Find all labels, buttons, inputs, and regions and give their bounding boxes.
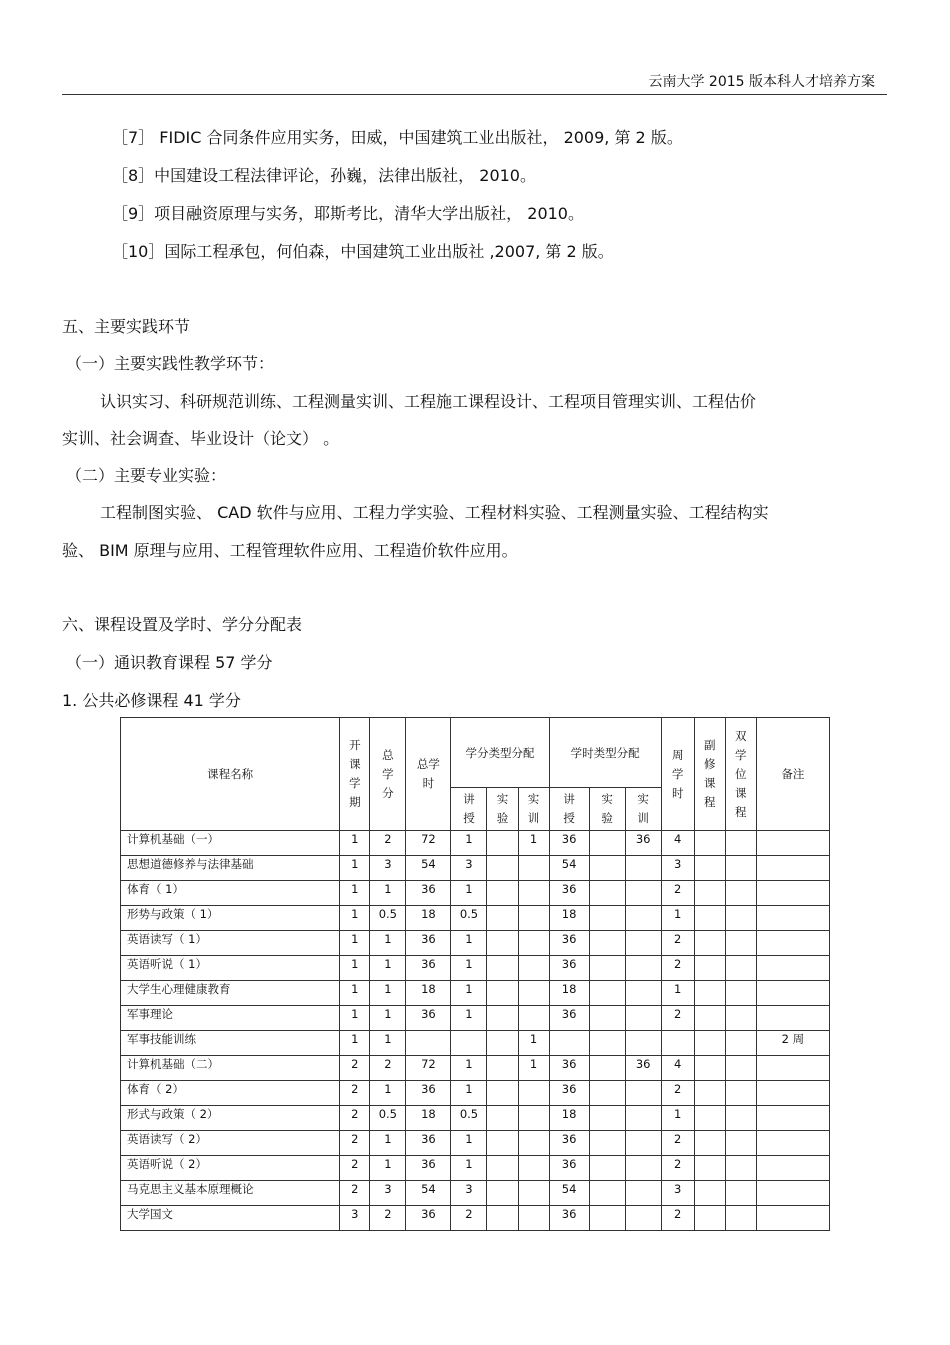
cell-credit-training <box>518 981 549 1006</box>
reference-10: ［10］国际工程承包，何伯森，中国建筑工业出版社 ,2007, 第 2 版。 <box>112 242 614 261</box>
cell-total-credits: 2 <box>370 1056 406 1081</box>
header-credit-type: 学分类型分配 <box>451 718 549 788</box>
cell-total-hours: 36 <box>406 956 451 981</box>
cell-hour-training: 36 <box>625 831 661 856</box>
cell-double-degree <box>725 1131 756 1156</box>
cell-semester: 1 <box>340 1006 370 1031</box>
header-course-name: 课程名称 <box>121 718 340 831</box>
cell-course-name: 形式与政策（ 2） <box>121 1106 340 1131</box>
cell-credit-experiment <box>487 1031 518 1056</box>
cell-remarks <box>756 906 829 931</box>
cell-course-name: 英语读写（ 1） <box>121 931 340 956</box>
cell-hour-experiment <box>589 931 625 956</box>
cell-course-name: 英语读写（ 2） <box>121 1131 340 1156</box>
header-remarks: 备注 <box>756 718 829 831</box>
cell-semester: 2 <box>340 1131 370 1156</box>
cell-remarks <box>756 1181 829 1206</box>
table-row <box>121 981 830 1006</box>
cell-hour-training <box>625 906 661 931</box>
cell-course-name: 形势与政策（ 1） <box>121 906 340 931</box>
cell-weekly-hours: 2 <box>661 1006 694 1031</box>
cell-hour-lecture: 36 <box>549 1131 589 1156</box>
cell-total-hours: 72 <box>406 1056 451 1081</box>
cell-credit-training <box>518 1106 549 1131</box>
table-row <box>121 1181 830 1206</box>
cell-minor <box>694 1131 725 1156</box>
cell-weekly-hours: 1 <box>661 1106 694 1131</box>
cell-total-credits: 1 <box>370 881 406 906</box>
cell-hour-lecture: 54 <box>549 1181 589 1206</box>
cell-credit-experiment <box>487 881 518 906</box>
cell-hour-experiment <box>589 1031 625 1056</box>
cell-course-name: 大学生心理健康教育 <box>121 981 340 1006</box>
cell-credit-experiment <box>487 906 518 931</box>
cell-semester: 1 <box>340 906 370 931</box>
header-text: 云南大学 2015 版本科人才培养方案 <box>648 74 875 90</box>
cell-remarks <box>756 856 829 881</box>
cell-credit-lecture: 1 <box>451 1081 487 1106</box>
section5-para2-line2: 验、 BIM 原理与应用、工程管理软件应用、工程造价软件应用。 <box>62 541 518 560</box>
cell-remarks <box>756 881 829 906</box>
cell-total-hours: 54 <box>406 1181 451 1206</box>
table-row <box>121 1056 830 1081</box>
cell-hour-training <box>625 1006 661 1031</box>
table-row <box>121 1006 830 1031</box>
cell-remarks <box>756 1156 829 1181</box>
cell-credit-training <box>518 1081 549 1106</box>
cell-minor <box>694 1031 725 1056</box>
cell-total-credits: 1 <box>370 931 406 956</box>
table-row <box>121 1156 830 1181</box>
cell-credit-lecture: 1 <box>451 831 487 856</box>
cell-hour-experiment <box>589 981 625 1006</box>
cell-minor <box>694 931 725 956</box>
cell-hour-experiment <box>589 881 625 906</box>
cell-credit-lecture: 1 <box>451 956 487 981</box>
cell-weekly-hours: 2 <box>661 881 694 906</box>
cell-credit-lecture: 1 <box>451 1056 487 1081</box>
cell-hour-experiment <box>589 1106 625 1131</box>
cell-minor <box>694 1206 725 1231</box>
cell-hour-experiment <box>589 1081 625 1106</box>
cell-credit-lecture: 1 <box>451 881 487 906</box>
cell-credit-experiment <box>487 1156 518 1181</box>
cell-hour-experiment <box>589 1181 625 1206</box>
course-table <box>120 717 830 1231</box>
table-row <box>121 1081 830 1106</box>
cell-credit-experiment <box>487 856 518 881</box>
cell-remarks: 2 周 <box>756 1031 829 1056</box>
cell-course-name: 思想道德修养与法律基础 <box>121 856 340 881</box>
cell-double-degree <box>725 981 756 1006</box>
cell-weekly-hours <box>661 1031 694 1056</box>
cell-remarks <box>756 1056 829 1081</box>
cell-credit-lecture: 0.5 <box>451 906 487 931</box>
cell-hour-training <box>625 1131 661 1156</box>
cell-weekly-hours: 2 <box>661 1081 694 1106</box>
cell-remarks <box>756 1206 829 1231</box>
cell-hour-lecture: 36 <box>549 831 589 856</box>
cell-remarks <box>756 1081 829 1106</box>
cell-hour-lecture: 18 <box>549 1106 589 1131</box>
cell-double-degree <box>725 1056 756 1081</box>
cell-weekly-hours: 4 <box>661 831 694 856</box>
cell-course-name: 军事技能训练 <box>121 1031 340 1056</box>
cell-weekly-hours: 3 <box>661 856 694 881</box>
cell-hour-lecture: 54 <box>549 856 589 881</box>
cell-credit-training <box>518 1206 549 1231</box>
cell-total-hours: 54 <box>406 856 451 881</box>
cell-double-degree <box>725 831 756 856</box>
cell-credit-experiment <box>487 981 518 1006</box>
cell-weekly-hours: 4 <box>661 1056 694 1081</box>
cell-total-hours: 18 <box>406 981 451 1006</box>
cell-hour-lecture: 36 <box>549 1206 589 1231</box>
header-weekly: 周学时 <box>661 718 694 831</box>
cell-credit-experiment <box>487 931 518 956</box>
cell-credit-experiment <box>487 956 518 981</box>
table-row <box>121 931 830 956</box>
cell-total-credits: 1 <box>370 1131 406 1156</box>
cell-total-hours: 18 <box>406 1106 451 1131</box>
cell-hour-lecture: 18 <box>549 906 589 931</box>
cell-total-hours: 72 <box>406 831 451 856</box>
header-credit-training: 实训 <box>518 788 549 831</box>
page-header <box>62 68 887 95</box>
cell-course-name: 英语听说（ 1） <box>121 956 340 981</box>
cell-double-degree <box>725 856 756 881</box>
cell-course-name: 大学国文 <box>121 1206 340 1231</box>
cell-course-name: 计算机基础（一） <box>121 831 340 856</box>
cell-total-credits: 1 <box>370 1031 406 1056</box>
reference-9: ［9］项目融资原理与实务，耶斯考比，清华大学出版社， 2010。 <box>112 204 584 223</box>
cell-course-name: 计算机基础（二） <box>121 1056 340 1081</box>
header-minor: 副修课程 <box>694 718 725 831</box>
cell-semester: 1 <box>340 1031 370 1056</box>
cell-semester: 1 <box>340 856 370 881</box>
cell-semester: 3 <box>340 1206 370 1231</box>
cell-course-name: 军事理论 <box>121 1006 340 1031</box>
cell-credit-lecture: 0.5 <box>451 1106 487 1131</box>
cell-hour-experiment <box>589 956 625 981</box>
cell-credit-training <box>518 856 549 881</box>
cell-hour-lecture: 18 <box>549 981 589 1006</box>
cell-hour-training <box>625 1031 661 1056</box>
cell-hour-lecture: 36 <box>549 881 589 906</box>
cell-semester: 1 <box>340 956 370 981</box>
table-row <box>121 956 830 981</box>
cell-total-credits: 1 <box>370 981 406 1006</box>
cell-total-credits: 0.5 <box>370 1106 406 1131</box>
cell-remarks <box>756 956 829 981</box>
cell-minor <box>694 1181 725 1206</box>
cell-hour-experiment <box>589 1056 625 1081</box>
cell-semester: 2 <box>340 1156 370 1181</box>
reference-8: ［8］中国建设工程法律评论，孙巍，法律出版社， 2010。 <box>112 166 536 185</box>
cell-hour-training <box>625 856 661 881</box>
cell-credit-training <box>518 906 549 931</box>
cell-credit-training: 1 <box>518 831 549 856</box>
cell-weekly-hours: 3 <box>661 1181 694 1206</box>
cell-minor <box>694 1006 725 1031</box>
cell-credit-training <box>518 1156 549 1181</box>
cell-hour-lecture: 36 <box>549 1081 589 1106</box>
cell-hour-experiment <box>589 1006 625 1031</box>
section5-para1-line1: 认识实习、科研规范训练、工程测量实训、工程施工课程设计、工程项目管理实训、工程估价 <box>100 392 757 411</box>
cell-double-degree <box>725 1006 756 1031</box>
cell-hour-lecture: 36 <box>549 1156 589 1181</box>
cell-credit-lecture: 3 <box>451 1181 487 1206</box>
header-hour-experiment: 实验 <box>589 788 625 831</box>
cell-weekly-hours: 2 <box>661 956 694 981</box>
cell-credit-experiment <box>487 831 518 856</box>
cell-double-degree <box>725 1031 756 1056</box>
course-table-body <box>121 831 830 1231</box>
header-credits: 总学分 <box>370 718 406 831</box>
cell-double-degree <box>725 1206 756 1231</box>
cell-double-degree <box>725 1181 756 1206</box>
cell-minor <box>694 1081 725 1106</box>
cell-hour-training <box>625 1156 661 1181</box>
cell-credit-training <box>518 1181 549 1206</box>
table-row <box>121 1106 830 1131</box>
cell-credit-lecture <box>451 1031 487 1056</box>
cell-hour-lecture <box>549 1031 589 1056</box>
table-row <box>121 906 830 931</box>
header-semester: 开课学期 <box>340 718 370 831</box>
header-credit-lecture: 讲授 <box>451 788 487 831</box>
cell-minor <box>694 956 725 981</box>
table-row <box>121 881 830 906</box>
cell-weekly-hours: 2 <box>661 1156 694 1181</box>
cell-credit-training <box>518 881 549 906</box>
section6-title: 六、课程设置及学时、学分分配表 <box>62 615 303 634</box>
cell-total-credits: 1 <box>370 1006 406 1031</box>
reference-7: ［7］ FIDIC 合同条件应用实务，田威，中国建筑工业出版社， 2009, 第 2 版。 <box>112 128 683 147</box>
cell-credit-experiment <box>487 1106 518 1131</box>
cell-semester: 1 <box>340 831 370 856</box>
cell-hour-training <box>625 1181 661 1206</box>
cell-semester: 1 <box>340 981 370 1006</box>
cell-credit-training <box>518 1006 549 1031</box>
cell-total-credits: 1 <box>370 1081 406 1106</box>
cell-hour-experiment <box>589 856 625 881</box>
cell-hour-training: 36 <box>625 1056 661 1081</box>
cell-hour-lecture: 36 <box>549 1006 589 1031</box>
header-hour-training: 实训 <box>625 788 661 831</box>
cell-credit-training: 1 <box>518 1056 549 1081</box>
table-row <box>121 1131 830 1156</box>
cell-total-hours: 36 <box>406 1156 451 1181</box>
cell-minor <box>694 881 725 906</box>
cell-hour-training <box>625 931 661 956</box>
cell-semester: 2 <box>340 1056 370 1081</box>
header-hours: 总学时 <box>406 718 451 831</box>
cell-credit-experiment <box>487 1131 518 1156</box>
cell-total-hours: 36 <box>406 1006 451 1031</box>
header-double-degree: 双学位课程 <box>725 718 756 831</box>
cell-weekly-hours: 1 <box>661 981 694 1006</box>
cell-double-degree <box>725 881 756 906</box>
table-row <box>121 1206 830 1231</box>
cell-credit-training <box>518 931 549 956</box>
cell-minor <box>694 981 725 1006</box>
cell-total-hours <box>406 1031 451 1056</box>
cell-minor <box>694 906 725 931</box>
cell-minor <box>694 1106 725 1131</box>
cell-total-credits: 0.5 <box>370 906 406 931</box>
cell-double-degree <box>725 956 756 981</box>
section5-para2-line1: 工程制图实验、 CAD 软件与应用、工程力学实验、工程材料实验、工程测量实验、工程结构实 <box>100 503 769 522</box>
cell-total-credits: 2 <box>370 1206 406 1231</box>
cell-hour-experiment <box>589 1206 625 1231</box>
cell-minor <box>694 831 725 856</box>
cell-hour-lecture: 36 <box>549 931 589 956</box>
cell-remarks <box>756 1006 829 1031</box>
cell-total-credits: 3 <box>370 1181 406 1206</box>
cell-remarks <box>756 981 829 1006</box>
header-hour-type: 学时类型分配 <box>549 718 661 788</box>
cell-hour-training <box>625 956 661 981</box>
cell-remarks <box>756 1131 829 1156</box>
cell-total-hours: 36 <box>406 881 451 906</box>
cell-credit-experiment <box>487 1181 518 1206</box>
cell-total-credits: 1 <box>370 956 406 981</box>
cell-minor <box>694 856 725 881</box>
cell-hour-training <box>625 1106 661 1131</box>
cell-minor <box>694 1156 725 1181</box>
header-hour-lecture: 讲授 <box>549 788 589 831</box>
cell-semester: 2 <box>340 1106 370 1131</box>
cell-credit-experiment <box>487 1056 518 1081</box>
cell-total-credits: 3 <box>370 856 406 881</box>
cell-credit-training <box>518 1131 549 1156</box>
cell-credit-lecture: 1 <box>451 931 487 956</box>
cell-credit-lecture: 3 <box>451 856 487 881</box>
section6-sub1-item: 1. 公共必修课程 41 学分 <box>62 691 241 710</box>
cell-weekly-hours: 1 <box>661 906 694 931</box>
cell-hour-experiment <box>589 1131 625 1156</box>
table-row <box>121 856 830 881</box>
cell-credit-lecture: 1 <box>451 981 487 1006</box>
cell-double-degree <box>725 1106 756 1131</box>
cell-hour-training <box>625 981 661 1006</box>
cell-semester: 1 <box>340 881 370 906</box>
cell-double-degree <box>725 931 756 956</box>
cell-remarks <box>756 931 829 956</box>
cell-hour-lecture: 36 <box>549 1056 589 1081</box>
section6-sub1: （一）通识教育课程 57 学分 <box>66 653 273 672</box>
cell-course-name: 马克思主义基本原理概论 <box>121 1181 340 1206</box>
section5-title: 五、主要实践环节 <box>62 317 191 336</box>
cell-weekly-hours: 2 <box>661 1131 694 1156</box>
cell-credit-lecture: 1 <box>451 1131 487 1156</box>
cell-course-name: 体育（ 1） <box>121 881 340 906</box>
cell-credit-experiment <box>487 1206 518 1231</box>
cell-double-degree <box>725 906 756 931</box>
cell-credit-training <box>518 956 549 981</box>
cell-remarks <box>756 1106 829 1131</box>
cell-semester: 1 <box>340 931 370 956</box>
cell-total-hours: 36 <box>406 1206 451 1231</box>
cell-minor <box>694 1056 725 1081</box>
cell-remarks <box>756 831 829 856</box>
cell-course-name: 体育（ 2） <box>121 1081 340 1106</box>
table-row <box>121 831 830 856</box>
cell-total-hours: 36 <box>406 1131 451 1156</box>
cell-total-hours: 36 <box>406 931 451 956</box>
table-row <box>121 1031 830 1056</box>
cell-total-hours: 18 <box>406 906 451 931</box>
cell-credit-lecture: 2 <box>451 1206 487 1231</box>
cell-credit-experiment <box>487 1081 518 1106</box>
cell-credit-training: 1 <box>518 1031 549 1056</box>
section5-sub1: （一）主要实践性教学环节： <box>66 354 275 373</box>
cell-credit-lecture: 1 <box>451 1156 487 1181</box>
cell-hour-experiment <box>589 1156 625 1181</box>
section5-para1-line2: 实训、社会调查、毕业设计（论文） 。 <box>62 429 340 448</box>
cell-total-hours: 36 <box>406 1081 451 1106</box>
cell-credit-lecture: 1 <box>451 1006 487 1031</box>
cell-hour-experiment <box>589 831 625 856</box>
cell-hour-training <box>625 881 661 906</box>
cell-semester: 2 <box>340 1081 370 1106</box>
cell-hour-training <box>625 1081 661 1106</box>
header-credit-experiment: 实验 <box>487 788 518 831</box>
cell-double-degree <box>725 1081 756 1106</box>
cell-hour-training <box>625 1206 661 1231</box>
cell-hour-experiment <box>589 906 625 931</box>
cell-weekly-hours: 2 <box>661 1206 694 1231</box>
cell-total-credits: 1 <box>370 1156 406 1181</box>
cell-hour-lecture: 36 <box>549 956 589 981</box>
cell-total-credits: 2 <box>370 831 406 856</box>
cell-weekly-hours: 2 <box>661 931 694 956</box>
cell-credit-experiment <box>487 1006 518 1031</box>
cell-semester: 2 <box>340 1181 370 1206</box>
section5-sub2: （二）主要专业实验： <box>66 466 227 485</box>
cell-double-degree <box>725 1156 756 1181</box>
cell-course-name: 英语听说（ 2） <box>121 1156 340 1181</box>
